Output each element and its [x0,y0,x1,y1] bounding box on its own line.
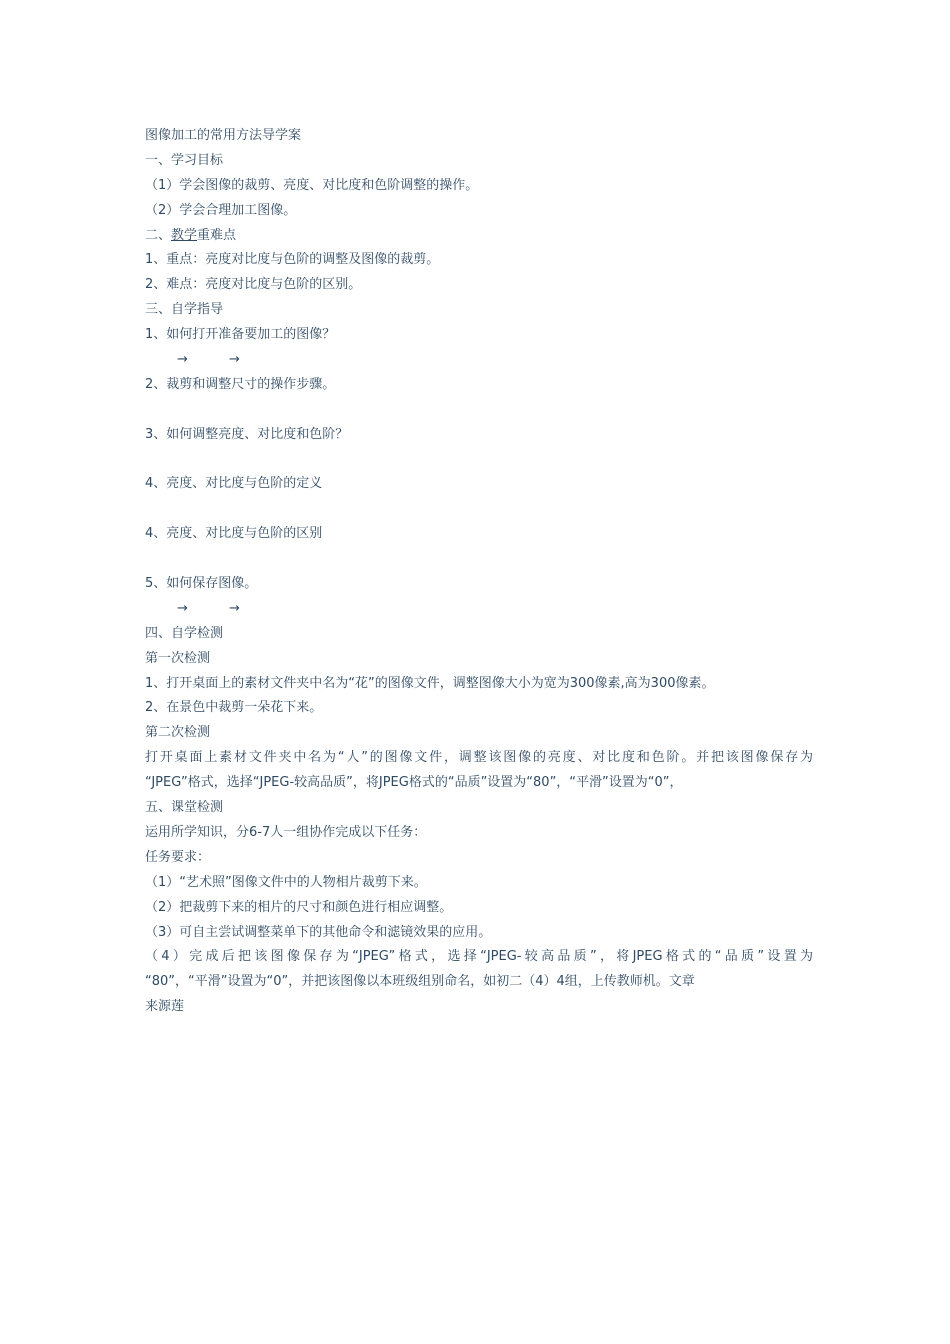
heading-prefix: 二、 [145,227,172,243]
second-check-label: 第二次检测 [145,725,211,741]
section-heading-goals: 一、学习目标 [145,152,224,168]
key-point-item: 2、难点：亮度对比度与色阶的区别。 [145,277,362,293]
goal-item: （1）学会图像的裁剪、亮度、对比度和色阶调整的操作。 [145,177,479,193]
task-item: （1）“艺术照”图像文件中的人物相片裁剪下来。 [145,874,427,890]
answer-space [145,398,813,423]
answer-space [145,448,813,473]
underlined-word: 教学 [171,227,198,243]
paragraph-line: “JPEG”格式，选择“JPEG-较高品质”，将JPEG格式的“品质”设置为“80”，“平滑”设置为“0”， [145,775,683,791]
task-requirements-label: 任务要求： [145,849,211,865]
key-point-item: 1、重点：亮度对比度与色阶的调整及图像的裁剪。 [145,252,440,268]
class-check-intro: 运用所学知识，分6-7人一组协作完成以下任务： [145,824,427,840]
arrow-row [145,597,813,622]
task-item: （3）可自主尝试调整菜单下的其他命令和滤镜效果的应用。 [145,924,492,940]
source-note: 来源莲 [145,999,185,1015]
second-check-paragraph [145,746,813,796]
section-heading-key-points [145,224,813,249]
paragraph-line: “80”，“平滑”设置为“0”，并把该图像以本班级组别命名，如初二（4）4组，上传教师机。文章 [145,974,695,990]
first-check-item: 2、在景色中裁剪一朵花下来。 [145,700,323,716]
question-difference: 4、亮度、对比度与色阶的区别 [145,526,323,542]
section-heading-class-check: 五、课堂检测 [145,800,224,816]
goal-item: （2）学会合理加工图像。 [145,202,297,218]
arrow-icon: → [177,600,188,616]
heading-suffix: 重难点 [197,227,237,243]
question-crop-resize: 2、裁剪和调整尺寸的操作步骤。 [145,376,336,392]
arrow-icon: → [229,352,240,368]
document-body [145,124,813,1020]
task-item: （2）把裁剪下来的相片的尺寸和颜色进行相应调整。 [145,899,453,915]
arrow-icon: → [177,352,188,368]
paragraph-line: 打开桌面上素材文件夹中名为“人”的图像文件，调整该图像的亮度、对比度和色阶。并把该图像保存为 [145,750,813,766]
arrow-icon: → [229,600,240,616]
first-check-label: 第一次检测 [145,650,211,666]
section-heading-self-study: 三、自学指导 [145,302,224,318]
section-heading-self-check: 四、自学检测 [145,625,224,641]
arrow-row [145,348,813,373]
document-title: 图像加工的常用方法导学案 [145,128,302,143]
answer-space [145,497,813,522]
question-open-image: 1、如何打开准备要加工的图像？ [145,327,336,343]
question-definition: 4、亮度、对比度与色阶的定义 [145,476,323,492]
question-save-image: 5、如何保存图像。 [145,576,258,592]
first-check-item: 1、打开桌面上的素材文件夹中名为“花”的图像文件，调整图像大小为宽为300像素,高为300像素。 [145,675,715,691]
answer-space [145,547,813,572]
paragraph-line: （4）完成后把该图像保存为“JPEG”格式，选择“JPEG-较高品质”，将JPEG格式的“品质”设置为 [145,949,813,965]
question-adjust: 3、如何调整亮度、对比度和色阶？ [145,426,349,442]
task-item-4-paragraph [145,945,813,995]
